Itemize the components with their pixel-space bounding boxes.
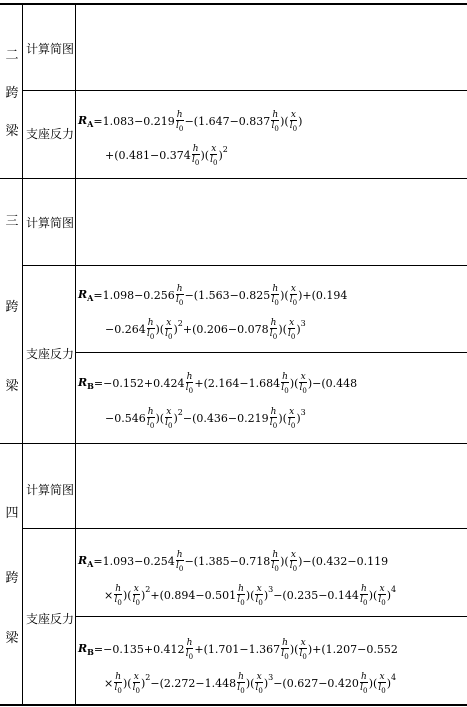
span-char: 梁	[5, 631, 19, 646]
formula-two-RA-line2: +(0.481−0.374 $\frac{h}{l_0}$ )( $\frac{x}{l_0}$ )2	[105, 144, 228, 167]
sub-row-divider	[22, 528, 467, 529]
reaction-symbol: $R_A$	[78, 114, 94, 130]
formula-term: =−0.135+0.412	[93, 643, 185, 657]
fraction-h-l0: $\frac{h}{l_0}$	[191, 144, 200, 167]
reaction-label: 支座反力	[26, 612, 75, 626]
formula-two-RA-line1: $R_A=1.083-0.219$ $\frac{h}{l_0}$ −(1.647−0.837 $\frac{h}{l_0}$ )( $\frac{x}{l_0}$ )	[78, 110, 303, 133]
span-char: 跨	[5, 571, 19, 586]
formula-term: −0.546	[105, 412, 146, 426]
reaction-symbol: $R_B$	[78, 642, 94, 658]
diagram-label: 计算简图	[26, 42, 75, 56]
formula-term: −(0.432−0.119	[302, 555, 389, 569]
column-divider	[75, 3, 76, 704]
formula-term: +(0.894−0.501	[150, 589, 237, 603]
formula-term: +(1.701−1.367	[194, 643, 281, 657]
calculation-diagram-cell	[76, 444, 467, 528]
formula-term: −(1.647−0.837	[184, 115, 271, 129]
formula-term: +(0.194	[302, 289, 348, 303]
sub-row-divider	[76, 352, 467, 353]
reaction-symbol: $R_B$	[78, 376, 94, 392]
span-char: 跨	[5, 86, 19, 101]
formula-four-RA-line2: × $\frac{h}{l_0}$ )( $\frac{x}{l_0}$ )2+(0.894−0.501 $\frac{h}{l_0}$ )( $\frac{x}{l_0}$ )3−(0.235−0.144 $\frac{h}{l_0}$ )( $\frac{x}{l_0}$ )4	[104, 584, 397, 607]
reaction-symbol: $R_A$	[78, 554, 94, 570]
formula-term: −0.264	[105, 323, 146, 337]
formula-term: +(0.481−0.374	[105, 149, 191, 163]
fraction-h-l0: $\frac{h}{l_0}$	[271, 110, 279, 133]
formula-term: +(1.207−0.552	[312, 643, 398, 657]
formula-term: =1.093−0.254	[93, 555, 175, 569]
sub-row-divider	[76, 616, 467, 617]
diagram-label: 计算简图	[26, 483, 75, 497]
formula-term: −(0.436−0.219	[182, 412, 269, 426]
formula-term: +(0.206−0.078	[182, 323, 269, 337]
reaction-symbol: $R_A$	[78, 288, 94, 304]
formula-four-RB-line1: $R_B=-0.135+0.412$ $\frac{h}{l_0}$ +(1.701−1.367 $\frac{h}{l_0}$ )( $\frac{x}{l_0}$ )+(1.207−0.552	[78, 638, 398, 661]
formula-term: =1.083−0.219	[93, 115, 175, 129]
span-char: 梁	[5, 379, 19, 394]
formula-term: =1.098−0.256	[93, 289, 175, 303]
sub-row-divider	[22, 90, 467, 91]
formula-term: −(0.235−0.144	[273, 589, 359, 603]
formula-three-RA-line1: $R_A=1.098-0.256$ $\frac{h}{l_0}$ −(1.563−0.825 $\frac{h}{l_0}$ )( $\frac{x}{l_0}$ )+(0.194	[78, 284, 348, 307]
span-char: 四	[5, 506, 19, 521]
table-bottom-border	[0, 704, 467, 706]
formula-three-RB-line2: −0.546 $\frac{h}{l_0}$ )( $\frac{x}{l_0}$ )2−(0.436−0.219 $\frac{h}{l_0}$ )( $\frac{x}{l_0}$ )3	[105, 407, 306, 430]
fraction-x-l0: $\frac{x}{l_0}$	[210, 144, 218, 167]
formula-term: +(2.164−1.684	[194, 377, 281, 391]
diagram-label: 计算简图	[26, 216, 75, 230]
calculation-diagram-cell	[76, 4, 467, 90]
span-char: 跨	[5, 300, 19, 315]
formula-four-RA-line1: $R_A=1.093-0.254$ $\frac{h}{l_0}$ −(1.385−0.718 $\frac{h}{l_0}$ )( $\frac{x}{l_0}$ )−(0.432−0.119	[78, 550, 389, 573]
formula-three-RB-line1: $R_B=-0.152+0.424$ $\frac{h}{l_0}$ +(2.164−1.684 $\frac{h}{l_0}$ )( $\frac{x}{l_0}$ )−(0.448	[78, 372, 358, 395]
formula-term: −(2.272−1.448	[150, 677, 237, 691]
formula-term: −(1.563−0.825	[184, 289, 271, 303]
span-char: 三	[5, 214, 19, 229]
sub-row-divider	[22, 265, 467, 266]
formula-four-RB-line2: × $\frac{h}{l_0}$ )( $\frac{x}{l_0}$ )2−(2.272−1.448 $\frac{h}{l_0}$ )( $\frac{x}{l_0}$ )3−(0.627−0.420 $\frac{h}{l_0}$ )( $\frac{x}{l_0}$ )4	[104, 672, 397, 695]
formula-three-RA-line2: −0.264 $\frac{h}{l_0}$ )( $\frac{x}{l_0}$ )2+(0.206−0.078 $\frac{h}{l_0}$ )( $\frac{x}{l_0}$ )3	[105, 318, 306, 341]
column-divider	[22, 3, 23, 704]
fraction-x-l0: $\frac{x}{l_0}$	[289, 110, 298, 133]
formula-term: −(0.448	[312, 377, 358, 391]
reaction-label: 支座反力	[26, 347, 75, 361]
reaction-label: 支座反力	[26, 127, 75, 141]
calculation-diagram-cell	[76, 179, 467, 265]
formula-term: −(1.385−0.718	[184, 555, 271, 569]
span-char: 梁	[5, 124, 19, 139]
fraction-h-l0: $\frac{h}{l_0}$	[176, 110, 184, 133]
formula-term: =−0.152+0.424	[93, 377, 185, 391]
formula-term: −(0.627−0.420	[273, 677, 359, 691]
span-char: 二	[5, 48, 19, 63]
